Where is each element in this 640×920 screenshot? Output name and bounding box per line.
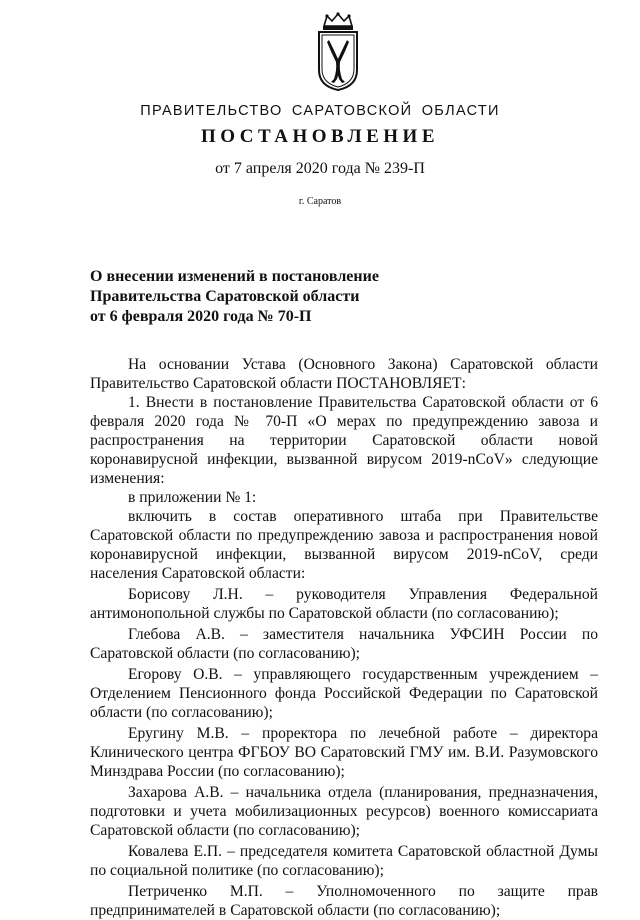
saratov-coat-of-arms-icon [313, 12, 363, 92]
document-body [90, 355, 598, 920]
body-paragraph-item-1: 1. Внести в постановление Правительства Саратовской области от 6 февраля 2020 года № 70-П «О мерах по предупреждению завоза и распространения на территории Саратовской области новой коронавирусной инфекции, вызванной вирусом 2019-nCoV» следующие изменения: [90, 394, 598, 487]
subject-line: от 6 февраля 2020 года № 70-П [90, 308, 312, 325]
body-paragraph-annex: в приложении № 1: [128, 489, 257, 506]
member-entry: Петриченко М.П. – Уполномоченного по защите прав предпринимателей в Саратовской области (по согласованию); [90, 883, 598, 919]
member-entry: Захарова А.В. – начальника отдела (планирования, предназначения, подготовки и учета мобилизационных ресурсов) военного комиссариата Саратовской области (по согласованию); [90, 784, 598, 839]
subject-line: О внесении изменений в постановление [90, 268, 379, 285]
government-name: ПРАВИТЕЛЬСТВО САРАТОВСКОЙ ОБЛАСТИ [140, 103, 500, 119]
body-paragraph-preamble: На основании Устава (Основного Закона) Саратовской области Правительство Саратовской области ПОСТАНОВЛЯЕТ: [90, 356, 598, 392]
member-entry: Глебова А.В. – заместителя начальника УФСИН России по Саратовской области (по согласованию); [90, 626, 598, 662]
member-entry: Егорову О.В. – управляющего государственным учреждением – Отделением Пенсионного фонда Российской Федерации по Саратовской области (по согласованию); [90, 666, 598, 721]
member-entry: Еругину М.В. – проректора по лечебной работе – директора Клинического центра ФГБОУ ВО Саратовский ГМУ им. В.И. Разумовского Минздрава России (по согласованию); [90, 725, 598, 780]
document-date-number: от 7 апреля 2020 года № 239-П [215, 160, 425, 177]
document-city: г. Саратов [298, 196, 342, 207]
document-subject [90, 267, 430, 327]
member-entry: Борисову Л.Н. – руководителя Управления Федеральной антимонопольной службы по Саратовской области (по согласованию); [90, 586, 598, 622]
document-type-title: ПОСТАНОВЛЕНИЕ [200, 126, 440, 147]
subject-line: Правительства Саратовской области [90, 288, 360, 305]
body-paragraph-include: включить в состав оперативного штаба при Правительстве Саратовской области по предупреждению завоза и распространения новой коронавирусной инфекции, вызванной вирусом 2019-nCoV, среди населения Саратовской области: [90, 508, 598, 582]
member-entry: Ковалева Е.П. – председателя комитета Саратовской областной Думы по социальной политике (по согласованию); [90, 843, 598, 879]
